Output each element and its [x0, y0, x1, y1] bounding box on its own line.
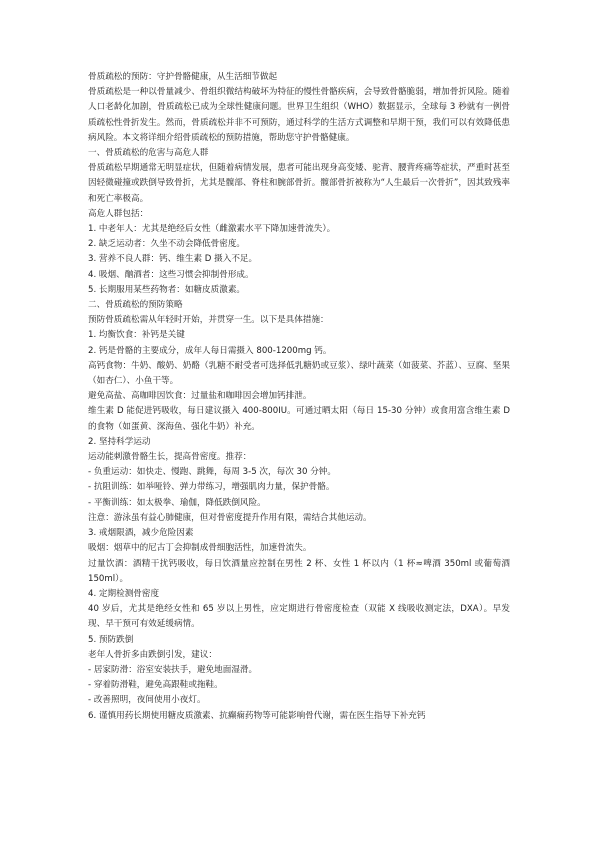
paragraph: 吸烟：烟草中的尼古丁会抑制成骨细胞活性，加速骨流失。 — [88, 543, 312, 554]
subheading: 3. 戒烟限酒，减少危险因素 — [88, 528, 194, 539]
list-item: 4. 吸烟、酗酒者：这些习惯会抑制骨形成。 — [88, 269, 254, 280]
intro-paragraph: 骨质疏松是一种以骨量减少、骨组织微结构破坏为特征的慢性骨骼疾病，会导致骨骼脆弱，增加骨折风险。随着人口老龄化加剧，骨质疏松已成为全球性健康问题。世界卫生组织（WHO）数据显示，全球每 3 秒就有一例骨质疏松性骨折发生。然而，骨质疏松并非不可预防，通过科学的生活方式调整和早期干预，我们可以有效降低患病风险。本文将详细介绍骨质疏松的预防措施，帮助您守护骨骼健康。 — [88, 87, 510, 143]
subheading: 4. 定期检测骨密度 — [88, 588, 160, 599]
list-item: - 负重运动：如快走、慢跑、跳舞，每周 3-5 次，每次 30 分钟。 — [88, 467, 336, 478]
paragraph: 维生素 D 能促进钙吸收，每日建议摄入 400-800IU。可通过晒太阳（每日 15-30 分钟）或食用富含维生素 D 的食物（如蛋黄、深海鱼、强化牛奶）补充。 — [88, 406, 510, 432]
paragraph: 高钙食物：牛奶、酸奶、奶酪（乳糖不耐受者可选择低乳糖奶或豆浆）、绿叶蔬菜（如菠菜、芥蓝）、豆腐、坚果（如杏仁）、小鱼干等。 — [88, 360, 510, 387]
paragraph: 避免高盐、高咖啡因饮食：过量盐和咖啡因会增加钙排泄。 — [88, 391, 312, 402]
list-item: 3. 营养不良人群：钙、维生素 D 摄入不足。 — [88, 254, 258, 265]
list-item: - 改善照明，夜间使用小夜灯。 — [88, 695, 206, 706]
list-item: - 抗阻训练：如举哑铃、弹力带练习，增强肌肉力量，保护骨骼。 — [88, 482, 335, 493]
strategy-intro: 预防骨质疏松需从年轻时开始，并贯穿一生。以下是具体措施： — [88, 315, 329, 326]
list-item: - 穿着防滑鞋，避免高跟鞋或拖鞋。 — [88, 680, 223, 691]
subheading: 2. 坚持科学运动 — [88, 436, 151, 447]
list-item: 2. 缺乏运动者：久坐不动会降低骨密度。 — [88, 239, 246, 250]
paragraph: 运动能刺激骨骼生长，提高骨密度。推荐： — [88, 452, 252, 463]
list-item: 5. 长期服用某些药物者：如糖皮质激素。 — [88, 284, 246, 295]
document-title: 骨质疏松的预防：守护骨骼健康，从生活细节做起 — [88, 72, 278, 82]
paragraph: 过量饮酒：酒精干扰钙吸收，每日饮酒量应控制在男性 2 杯、女性 1 杯以内（1 杯≈啤酒 350ml 或葡萄酒 150ml）。 — [88, 558, 510, 584]
section-heading-2: 二、骨质疏松的预防策略 — [88, 300, 183, 311]
list-item: 1. 中老年人：尤其是绝经后女性（雌激素水平下降加速骨流失）。 — [88, 224, 336, 235]
document-body — [88, 70, 510, 724]
subheading: 6. 谨慎用药长期使用糖皮质激素、抗癫痫药物等可能影响骨代谢，需在医生指导下补充钙 — [88, 710, 426, 721]
subheading: 1. 均衡饮食：补钙是关键 — [88, 330, 185, 341]
harm-paragraph: 骨质疏松早期通常无明显症状，但随着病情发展，患者可能出现身高变矮、驼背、腰背疼痛等症状，严重时甚至因轻微碰撞或跌倒导致骨折，尤其是髋部、脊柱和腕部骨折。髋部骨折被称为“人生最后一次骨折”，因其致残率和死亡率极高。 — [88, 163, 510, 204]
list-item: - 居家防滑：浴室安装扶手，避免地面湿滑。 — [88, 664, 258, 675]
note-paragraph: 注意：游泳虽有益心肺健康，但对骨密度提升作用有限，需结合其他运动。 — [88, 512, 372, 523]
paragraph: 40 岁后，尤其是绝经女性和 65 岁以上男性，应定期进行骨密度检查（双能 X 线吸收测定法，DXA）。早发现、早干预可有效延缓病情。 — [88, 604, 510, 630]
subheading: 5. 预防跌倒 — [88, 634, 134, 645]
list-item: 2. 钙是骨骼的主要成分，成年人每日需摄入 800-1200mg 钙。 — [88, 345, 332, 356]
risk-group-heading: 高危人群包括： — [88, 208, 149, 219]
paragraph: 老年人骨折多由跌倒引发，建议： — [88, 649, 217, 660]
section-heading-1: 一、骨质疏松的危害与高危人群 — [88, 148, 209, 159]
list-item: - 平衡训练：如太极拳、瑜伽，降低跌倒风险。 — [88, 497, 266, 508]
